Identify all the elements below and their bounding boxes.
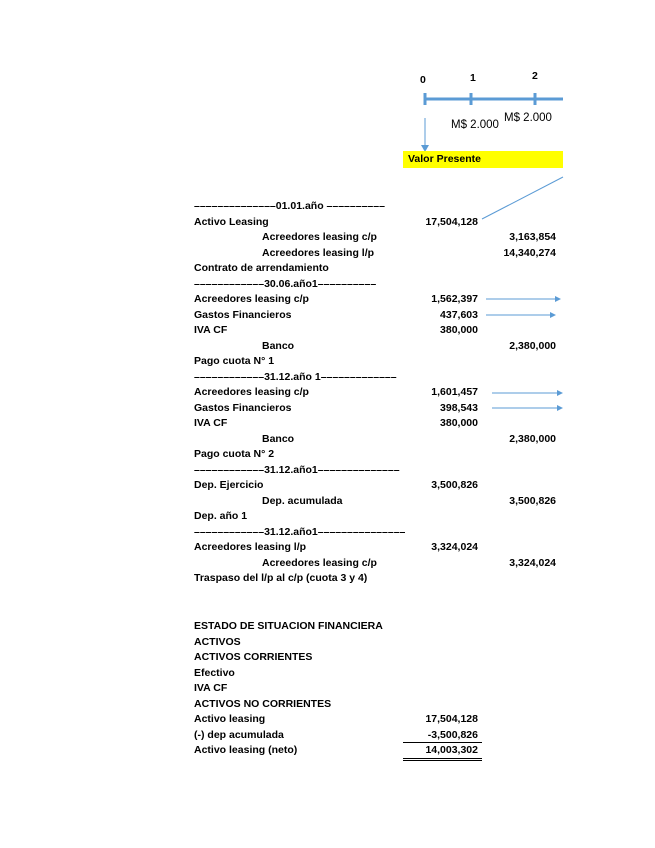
entry-description: Dep. año 1 bbox=[194, 510, 248, 522]
balance-sheet-title: ESTADO DE SITUACION FINANCIERA bbox=[194, 620, 383, 632]
entry-debit: 1,601,457 bbox=[431, 386, 478, 398]
vat-label: IVA CF bbox=[194, 682, 228, 694]
arrow-cuota2-principal-head bbox=[557, 390, 563, 396]
entry-credit: 3,163,854 bbox=[509, 231, 556, 243]
entry-account: Acreedores leasing l/p bbox=[262, 247, 375, 259]
entry-description: Traspaso del l/p al c/p (cuota 3 y 4) bbox=[194, 572, 368, 584]
subtotal-underline bbox=[403, 742, 482, 743]
payment-2-label: M$ 2.000 bbox=[504, 112, 552, 124]
entry-account: IVA CF bbox=[194, 324, 228, 336]
entry-account: Acreedores leasing c/p bbox=[262, 231, 377, 243]
entry-credit: 2,380,000 bbox=[509, 433, 556, 445]
entry-credit: 14,340,274 bbox=[503, 247, 556, 259]
entry-account: Acreedores leasing c/p bbox=[262, 557, 377, 569]
entry-debit: 3,324,024 bbox=[431, 541, 478, 553]
payment-1-label: M$ 2.000 bbox=[451, 119, 499, 131]
entry-account: Dep. Ejercicio bbox=[194, 479, 264, 491]
present-value-highlight bbox=[403, 151, 563, 168]
leasing-connector-line bbox=[482, 177, 563, 219]
entry-description: Pago cuota N° 2 bbox=[194, 448, 275, 460]
entry-debit: 380,000 bbox=[440, 324, 478, 336]
timeline-period-2: 2 bbox=[532, 70, 538, 82]
entry-debit: 380,000 bbox=[440, 417, 478, 429]
accum-dep-label: (-) dep acumulada bbox=[194, 729, 284, 741]
entry-account: Acreedores leasing c/p bbox=[194, 293, 309, 305]
arrow-cuota2-interest-head bbox=[557, 405, 563, 411]
entry-account: Gastos Financieros bbox=[194, 402, 292, 414]
entry-description: Contrato de arrendamiento bbox=[194, 262, 329, 274]
timeline-period-0: 0 bbox=[420, 74, 426, 86]
entry-credit: 3,324,024 bbox=[509, 557, 556, 569]
entry-header: ––––––––––––31.12.año1––––––––––––––– bbox=[194, 526, 406, 538]
entry-debit: 437,603 bbox=[440, 309, 478, 321]
entry-debit: 1,562,397 bbox=[431, 293, 478, 305]
current-assets-heading: ACTIVOS CORRIENTES bbox=[194, 651, 313, 663]
entry-credit: 3,500,826 bbox=[509, 495, 556, 507]
assets-heading: ACTIVOS bbox=[194, 636, 241, 648]
entry-debit: 17,504,128 bbox=[425, 216, 478, 228]
entry-description: Pago cuota N° 1 bbox=[194, 355, 275, 367]
timeline-period-1: 1 bbox=[470, 72, 476, 84]
entry-account: Banco bbox=[262, 433, 295, 445]
net-asset-label: Activo leasing (neto) bbox=[194, 744, 298, 756]
entry-debit: 3,500,826 bbox=[431, 479, 478, 491]
total-double-underline-2 bbox=[403, 760, 482, 761]
arrow-cuota1-principal-head bbox=[555, 296, 561, 302]
arrow-cuota1-interest-head bbox=[550, 312, 556, 318]
entry-account: Banco bbox=[262, 340, 295, 352]
entry-account: Activo Leasing bbox=[194, 216, 269, 228]
entry-account: Gastos Financieros bbox=[194, 309, 292, 321]
entry-header: ––––––––––––31.12.año 1––––––––––––– bbox=[194, 371, 397, 383]
cash-label: Efectivo bbox=[194, 667, 235, 679]
entry-credit: 2,380,000 bbox=[509, 340, 556, 352]
entry-account: Acreedores leasing c/p bbox=[194, 386, 309, 398]
entry-header: ––––––––––––––01.01.año –––––––––– bbox=[194, 200, 385, 212]
entry-header: ––––––––––––30.06.año1–––––––––– bbox=[194, 278, 377, 290]
entry-debit: 398,543 bbox=[440, 402, 478, 414]
accum-dep-value: -3,500,826 bbox=[427, 729, 478, 741]
entry-account: Acreedores leasing l/p bbox=[194, 541, 307, 553]
entry-account: IVA CF bbox=[194, 417, 228, 429]
leasing-asset-value: 17,504,128 bbox=[425, 713, 478, 725]
leasing-asset-label: Activo leasing bbox=[194, 713, 266, 725]
non-current-assets-heading: ACTIVOS NO CORRIENTES bbox=[194, 698, 332, 710]
present-value-label: Valor Presente bbox=[408, 153, 481, 165]
entry-header: ––––––––––––31.12.año1–––––––––––––– bbox=[194, 464, 400, 476]
entry-account: Dep. acumulada bbox=[262, 495, 343, 507]
net-asset-value: 14,003,302 bbox=[425, 744, 478, 756]
total-double-underline-1 bbox=[403, 758, 482, 759]
